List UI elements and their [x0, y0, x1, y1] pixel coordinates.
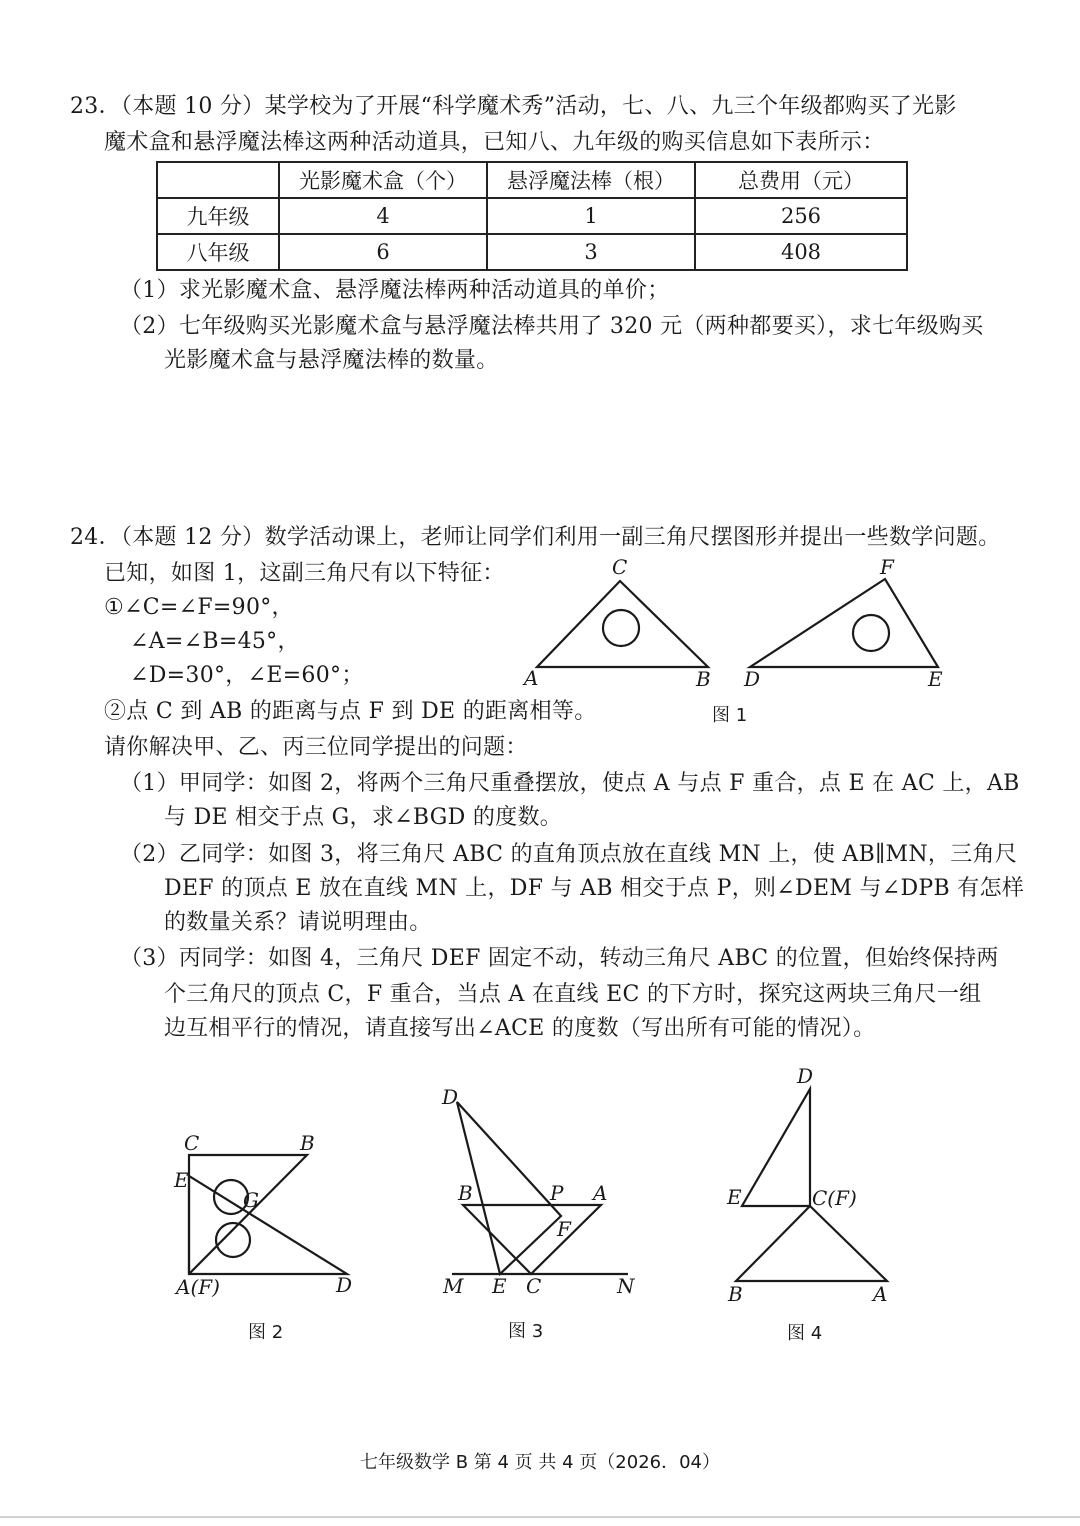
- q24-part2-line1: （2）乙同学：如图 3，将三角尺 ABC 的直角顶点放在直线 MN 上，使 AB∥MN，三角尺: [120, 842, 1018, 867]
- fig2-triangle-def: [189, 1176, 347, 1274]
- fig4-label-d: D: [797, 1064, 814, 1088]
- fig1-circle-left: [603, 610, 639, 646]
- fig2-caption: 图 2: [248, 1322, 284, 1343]
- fig2-label-d: D: [336, 1273, 353, 1297]
- fig4-label-cf: C(F): [812, 1186, 857, 1210]
- fig4-triangle-def: [742, 1089, 810, 1206]
- fig2-triangle-abc: [189, 1155, 307, 1274]
- table-cell: 408: [695, 234, 907, 270]
- fig1-label-c: C: [612, 555, 628, 579]
- fig2-label-af: A(F): [176, 1275, 220, 1299]
- fig3-caption: 图 3: [508, 1321, 544, 1342]
- fig2-label-b: B: [300, 1131, 315, 1155]
- table-cell: 4: [279, 198, 487, 234]
- table-cell: 6: [279, 234, 487, 270]
- table-header-cell: 总费用（元）: [695, 162, 907, 198]
- fig3-label-f: F: [557, 1217, 571, 1241]
- q24-part3-line2: 个三角尺的顶点 C，F 重合，当点 A 在直线 EC 的下方时，探究这两块三角尺一组: [164, 982, 982, 1007]
- fig3-label-d: D: [442, 1085, 459, 1109]
- fig1-triangle-abc: [537, 581, 708, 667]
- q24-feature1: ①∠C=∠F=90°，: [104, 595, 294, 620]
- fig1-label-a: A: [524, 666, 539, 690]
- page-bottom-edge: [0, 1516, 1080, 1518]
- q24-feature2: ∠A=∠B=45°，: [130, 629, 300, 654]
- fig3-label-a: A: [593, 1181, 608, 1205]
- q24-intro: 请你解决甲、乙、丙三位同学提出的问题：: [104, 735, 528, 760]
- table-header-cell: 悬浮魔法棒（根）: [487, 162, 695, 198]
- q23-part2-line2: 光影魔术盒与悬浮魔法棒的数量。: [164, 348, 499, 373]
- q24-feature3: ∠D=30°，∠E=60°；: [130, 663, 364, 688]
- fig2-label-e: E: [174, 1168, 189, 1192]
- table-cell: 256: [695, 198, 907, 234]
- fig4-label-b: B: [728, 1282, 743, 1306]
- fig1-caption: 图 1: [712, 705, 748, 726]
- table-header-cell: 光影魔术盒（个）: [279, 162, 487, 198]
- fig4-caption: 图 4: [787, 1323, 823, 1344]
- page-footer: 七年级数学 B 第 4 页 共 4 页（2026．04）: [359, 1452, 721, 1473]
- q23-line2: 魔术盒和悬浮魔法棒这两种活动道具，已知八、九年级的购买信息如下表所示：: [104, 130, 885, 155]
- q24-part2-line2: DEF 的顶点 E 放在直线 MN 上，DF 与 AB 相交于点 P，则∠DEM 与∠DPB 有怎样: [164, 876, 1025, 901]
- q24-feature4: ②点 C 到 AB 的距离与点 F 到 DE 的距离相等。: [104, 699, 597, 724]
- q23-part2-line1: （2）七年级购买光影魔术盒与悬浮魔法棒共用了 320 元（两种都要买），求七年级购买: [120, 314, 984, 339]
- fig3-triangle-abc: [463, 1205, 601, 1274]
- table-cell: 八年级: [157, 234, 279, 270]
- fig3-label-b: B: [458, 1181, 473, 1205]
- q24-part2-line3: 的数量关系？请说明理由。: [164, 910, 432, 935]
- fig1-circle-right: [853, 615, 889, 651]
- fig2-label-g: G: [243, 1188, 259, 1212]
- fig1-label-f: F: [880, 555, 894, 579]
- q24-part1-line1: （1）甲同学：如图 2，将两个三角尺重叠摆放，使点 A 与点 F 重合，点 E 在 AC 上，AB: [120, 771, 1020, 796]
- fig3-label-e: E: [492, 1274, 507, 1298]
- q23-part1: （1）求光影魔术盒、悬浮魔法棒两种活动道具的单价；: [120, 278, 670, 303]
- fig3-label-n: N: [617, 1274, 635, 1298]
- fig4-label-e: E: [727, 1185, 742, 1209]
- q23-line1: 23．（本题 10 分）某学校为了开展“科学魔术秀”活动，七、八、九三个年级都购买了光影: [70, 94, 957, 119]
- table-cell: 九年级: [157, 198, 279, 234]
- fig4-triangle-abc: [736, 1206, 887, 1281]
- fig3-label-p: P: [550, 1181, 564, 1205]
- q24-part3-line1: （3）丙同学：如图 4，三角尺 DEF 固定不动，转动三角尺 ABC 的位置，但始终保持两: [120, 946, 999, 971]
- fig3-label-c: C: [526, 1274, 542, 1298]
- fig2-label-c: C: [184, 1131, 200, 1155]
- fig3-label-m: M: [443, 1274, 464, 1298]
- q24-line1: 24．（本题 12 分）数学活动课上，老师让同学们利用一副三角尺摆图形并提出一些数学问题。: [70, 525, 1001, 550]
- table-cell: 3: [487, 234, 695, 270]
- fig1-label-d: D: [744, 667, 761, 691]
- q24-part3-line3: 边互相平行的情况，请直接写出∠ACE 的度数（写出所有可能的情况）。: [164, 1016, 876, 1041]
- table-cell: 1: [487, 198, 695, 234]
- q24-part1-line2: 与 DE 相交于点 G，求∠BGD 的度数。: [164, 805, 563, 830]
- fig4-label-a: A: [873, 1282, 888, 1306]
- q24-line2: 已知，如图 1，这副三角尺有以下特征：: [104, 561, 505, 586]
- fig1-label-e: E: [928, 667, 943, 691]
- fig1-label-b: B: [696, 667, 711, 691]
- fig1-triangle-def: [750, 579, 938, 667]
